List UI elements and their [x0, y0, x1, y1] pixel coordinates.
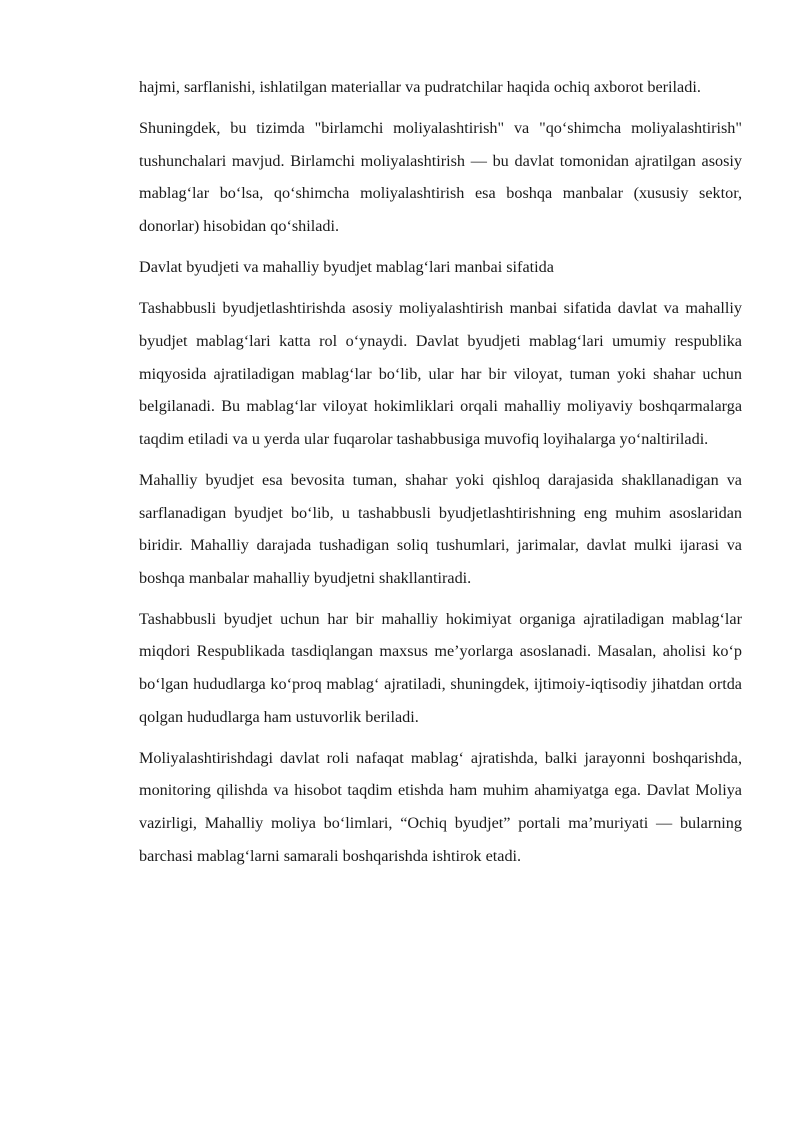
paragraph-3: Tashabbusli byudjetlashtirishda asosiy moliyalashtirish manbai sifatida davlat va mahalliy byudjet mablag‘lari katta rol o‘ynaydi. Davlat byudjeti mablag‘lari umumiy respublika miqyosida ajratiladigan mablag‘lar bo‘lib, ular har bir viloyat, tuman yoki shahar uchun belgilanadi. Bu mablag‘lar viloyat hokimliklari orqali mahalliy moliyaviy boshqarmalarga taqdim etiladi va u yerda ular fuqarolar tashabbusiga muvofiq loyihalarga yo‘naltiriladi. [139, 299, 742, 448]
paragraph-6: Moliyalashtirishdagi davlat roli nafaqat mablag‘ ajratishda, balki jarayonni boshqarishda, monitoring qilishda va hisobot taqdim etishda ham muhim ahamiyatga ega. Davlat Moliya vazirligi, Mahalliy moliya bo‘limlari, “Ochiq byudjet” portali ma’muriyati — bularning barchasi mablag‘larni samarali boshqarishda ishtirok etadi. [139, 748, 742, 865]
section-heading: Davlat byudjeti va mahalliy byudjet mablag‘lari manbai sifatida [139, 258, 554, 277]
paragraph-5: Tashabbusli byudjet uchun har bir mahalliy hokimiyat organiga ajratiladigan mablag‘lar miqdori Respublikada tasdiqlangan maxsus me’yorlarga asoslanadi. Masalan, aholisi ko‘p bo‘lgan hududlarga ko‘proq mablag‘ ajratiladi, shuningdek, ijtimoiy-iqtisodiy jihatdan ortda qolgan hududlarga ham ustuvorlik beriladi. [139, 609, 742, 726]
paragraph-4: Mahalliy byudjet esa bevosita tuman, shahar yoki qishloq darajasida shakllanadigan va sarflanadigan byudjet bo‘lib, u tashabbusli byudjetlashtirishning eng muhim asoslaridan biridir. Mahalliy darajada tushadigan soliq tushumlari, jarimalar, davlat mulki ijarasi va boshqa manbalar mahalliy byudjetni shakllantiradi. [139, 470, 742, 587]
paragraph-2: Shuningdek, bu tizimda "birlamchi moliyalashtirish" va "qo‘shimcha moliyalashtirish" tushunchalari mavjud. Birlamchi moliyalashtirish — bu davlat tomonidan ajratilgan asosiy mablag‘lar bo‘lsa, qo‘shimcha moliyalashtirish esa boshqa manbalar (xususiy sektor, donorlar) hisobidan qo‘shiladi. [139, 119, 742, 235]
document-page [139, 71, 742, 881]
paragraph-1: hajmi, sarflanishi, ishlatilgan materiallar va pudratchilar haqida ochiq axborot beriladi. [139, 78, 701, 96]
